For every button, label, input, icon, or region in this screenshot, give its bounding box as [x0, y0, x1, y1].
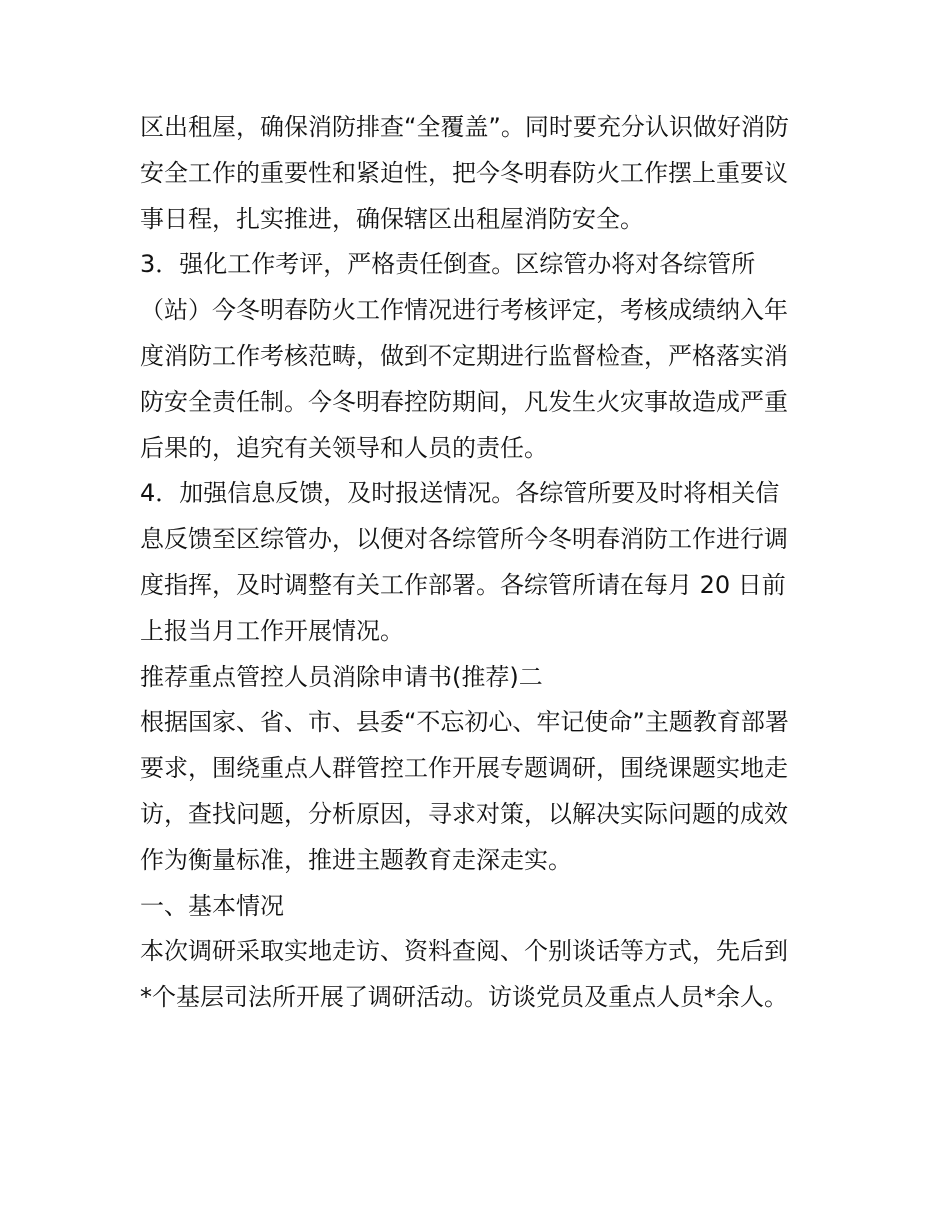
- text-line: 要求，围绕重点人群管控工作开展专题调研，围绕课题实地走: [140, 754, 788, 783]
- text-line: 3．强化工作考评，严格责任倒查。区综管办将对各综管所: [140, 250, 756, 279]
- section-heading: 一、基本情况: [140, 891, 284, 920]
- document-body: [140, 105, 815, 1021]
- text-line: 息反馈至区综管办，以便对各综管所今冬明春消防工作进行调: [140, 525, 788, 554]
- text-line: 根据国家、省、市、县委“不忘初心、牢记使命”主题教育部署: [140, 708, 789, 737]
- text-line: 后果的，追究有关领导和人员的责任。: [140, 433, 548, 462]
- text-line: 访，查找问题，分析原因，寻求对策，以解决实际问题的成效: [140, 799, 788, 828]
- text-line: 事日程，扎实推进，确保辖区出租屋消防安全。: [140, 204, 644, 233]
- text-line: 作为衡量标准，推进主题教育走深走实。: [140, 845, 572, 874]
- section-title: 推荐重点管控人员消除申请书(推荐)二: [140, 662, 543, 691]
- text-line: 度消防工作考核范畴，做到不定期进行监督检查，严格落实消: [140, 341, 788, 370]
- text-line: *个基层司法所开展了调研活动。访谈党员及重点人员*余人。: [140, 983, 788, 1012]
- text-line: 区出租屋，确保消防排查“全覆盖”。同时要充分认识做好消防: [140, 113, 789, 141]
- text-line: 4．加强信息反馈，及时报送情况。各综管所要及时将相关信: [140, 479, 780, 508]
- text-line: 本次调研采取实地走访、资料查阅、个别谈话等方式，先后到: [140, 937, 788, 966]
- text-line: 防安全责任制。今冬明春控防期间，凡发生火灾事故造成严重: [140, 387, 788, 416]
- text-line: 上报当月工作开展情况。: [140, 616, 404, 645]
- text-line: 度指挥，及时调整有关工作部署。各综管所请在每月 20 日前: [140, 570, 786, 599]
- text-line: （站）今冬明春防火工作情况进行考核评定，考核成绩纳入年: [140, 296, 788, 325]
- text-line: 安全工作的重要性和紧迫性，把今冬明春防火工作摆上重要议: [140, 158, 788, 187]
